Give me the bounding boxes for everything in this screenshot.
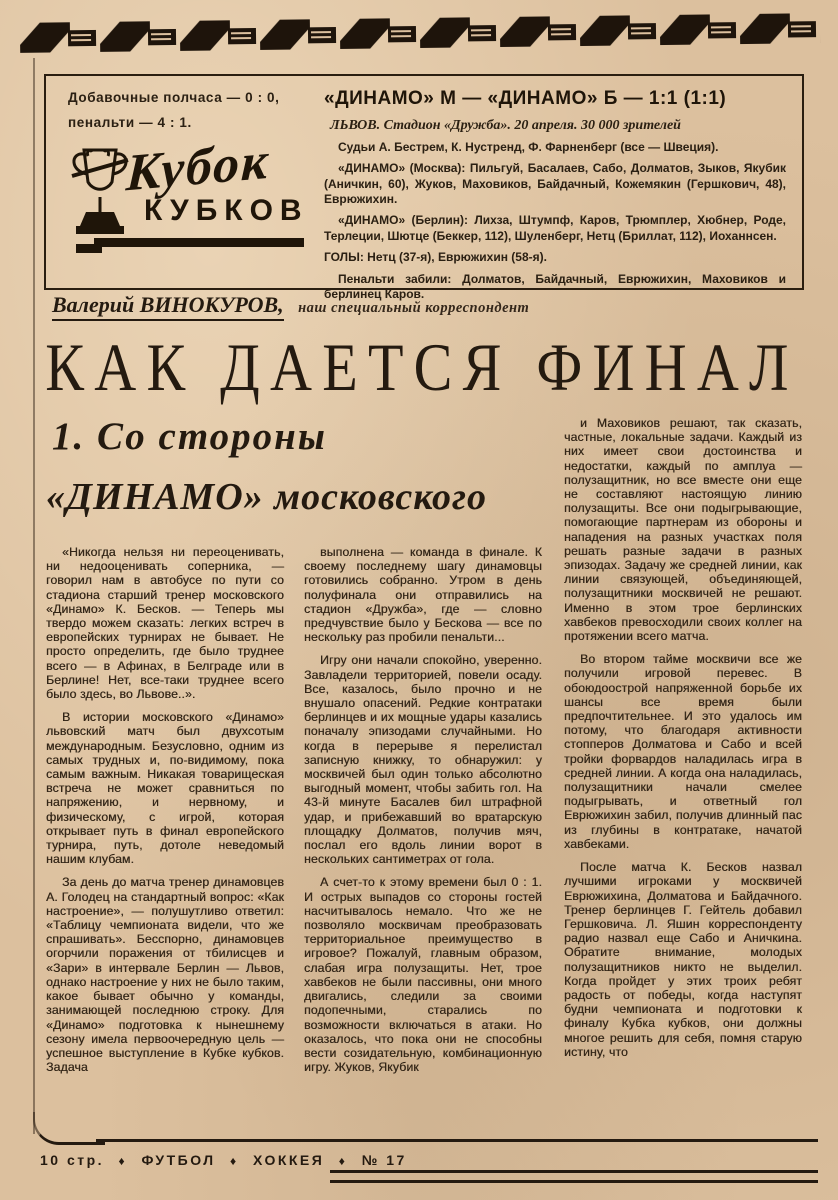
paragraph: Игру они начали спокойно, уверенно. Завладели территорией, повели осаду. Все, казалось, было прочно и не внушало опасений. Редкие контратаки берлинцев и их мощные удары казались поначалу эпизодами случайными. Но когда в перерыве я перелистал записную книжку, то обнаружил: у москвичей был один только абсолютно выгодный момент, чтобы забить гол. На 43-й минуте Басалев бил штрафной удар, и прибежавший во вратарскую площадку Долматов, получив мяч, послал его вдоль линии ворот в нескольких сантиметрах от гола. [304, 653, 542, 867]
bottom-double-rule [330, 1170, 818, 1183]
logo-caps-text: КУБКОВ [144, 194, 309, 227]
footer-page-number: 10 стр. [40, 1152, 105, 1168]
paragraph: За день до матча тренер динамовцев А. Голодец на стандартный вопрос: «Как настроение», — полушутливо ответил: «Таблицу чемпионата видели, что же спрашивать». Бесспорно, динамовцев огорчили поражения от тбилисцев и «Зари» в интервале Берлин — Львов, однако настроение у них не было таким, какое бывает обычно у команды, занимающей последнюю строку. Для «Динамо» подготовка к нынешнему сезону имела первоочередную цель — успешное выступление в Кубке кубков. Задача [46, 875, 284, 1075]
page-footer [40, 1152, 818, 1168]
goals-line: ГОЛЫ: Нетц (37-я), Еврюжихин (58-я). [324, 250, 547, 265]
byline [52, 292, 529, 318]
diamond-separator-icon: ♦ [229, 1154, 239, 1168]
columns-one-two [46, 545, 542, 1083]
lineup-berlin: «ДИНАМО» (Берлин): Лихза, Штумпф, Каров, Трюмплер, Хюбнер, Роде, Терлеции, Шютце (Беккер, 112), Шуленберг, Нетц (Бриллат, 112), Иоханнсен. [324, 213, 786, 243]
logo-underline-notch [76, 244, 102, 253]
extra-time-line: Добавочные полчаса — 0 : 0, [68, 90, 280, 105]
match-title: «ДИНАМО» М — «ДИНАМО» Б — 1:1 (1:1) [324, 88, 727, 109]
paragraph: А счет-то к этому времени был 0 : 1. И острых выпадов со стороны гостей насчитывалось немало. Что же не позволяло москвичам преобразовать территориальное преимущество в игровое? Пожалуй, главным образом, слабая игра полузащиты. Нет, трое хавбеков не были пассивны, они много двигались, следили за своими подопечными, старались по возможности включаться в атаки. Но оказалось, что пока они не способны вести созидательную, комбинационную игру. Жуков, Якубик [304, 875, 542, 1075]
match-venue-line: ЛЬВОВ. Стадион «Дружба». 20 апреля. 30 000 зрителей [330, 118, 681, 133]
footer-issue-number: № 17 [361, 1152, 407, 1168]
decorative-zigzag-border [18, 5, 821, 61]
page-left-rule [33, 58, 35, 1134]
byline-role: наш специальный корреспондент [298, 300, 530, 316]
score-and-logo-panel [46, 76, 314, 288]
text-column-3 [564, 412, 802, 1083]
bottom-left-corner-rule [33, 1112, 105, 1145]
logo-underline-bar [94, 238, 304, 247]
paragraph: Во втором тайме москвичи все же получили игровой перевес. В обоюдоострой напряженной борьбе их шансы все время были предпочтительнее. И это удалось им потому, что благодаря активности стопперов Долматова и Сабо и всей тройки форвардов наладилась игра в средней линии. А когда она наладилась, полузащитники начали смелее подыгрывать, и ответный гол Еврюжихин забил, получив длинный пас из глубины в контратаке, начатой хавбеками. [564, 652, 802, 851]
diamond-separator-icon: ♦ [118, 1154, 128, 1168]
referees-line: Судьи А. Бестрем, К. Нустренд, Ф. Фарненберг (все — Швеция). [338, 140, 719, 154]
byline-author: Валерий ВИНОКУРОВ, [52, 292, 284, 321]
footer-title-hockey: ХОККЕЯ [252, 1152, 325, 1168]
article-left-block [46, 412, 542, 1083]
lineup-moscow: «ДИНАМО» (Москва): Пильгуй, Басалаев, Сабо, Долматов, Зыков, Якубик (Аничкин, 60), Жуков, Маховиков, Байдачный, Кожемякин (Гершкович, 48), Еврюжихин. [324, 161, 786, 207]
penalty-shootout-line: пенальти — 4 : 1. [68, 115, 192, 130]
penalty-scorers-line: Пенальти забили: Долматов, Байдачный, Еврюжихин, Маховиков и берлинец Каров. [324, 271, 786, 301]
subhead-line1: 1. Со стороны [52, 415, 327, 458]
match-info-box [44, 74, 804, 301]
main-headline: КАК ДАЕТСЯ ФИНАЛ [45, 331, 799, 406]
footer-title-football: ФУТБОЛ [141, 1152, 216, 1168]
logo-script-text: Кубок [124, 132, 271, 203]
paragraph: После матча К. Бесков назвал лучшими игроками у москвичей Еврюжихина, Долматова и Байдачного. Тренер берлинцев Г. Гейтель добавил Гершковича. Л. Яшин корреспонденту радио назвал еще Сабо и Аничкина. Обратите внимание, молодых полузащитников никто не выделил. Когда пройдет у этих троих ребят радость от победы, когда наступят будни чемпионата и подготовки к финалу Кубка кубков, они должны многое решить для себя, помня старую истину, что [564, 860, 802, 1059]
match-report-panel [314, 76, 802, 301]
paragraph: «Никогда нельзя ни переоценивать, ни недооценивать соперника, — говорил нам в автобусе по пути со стадиона старший тренер московского «Динамо» К. Бесков. — Теперь мы твердо можем сказать: легких встреч в европейских турнирах не бывает. Не просто определить, где было труднее всего — в Афинах, в Белграде или в Берлине! Нет, все-таки труднее всего было здесь, во Львове..». [46, 545, 284, 702]
bottom-rule [96, 1139, 818, 1142]
paragraph: В истории московского «Динамо» львовский матч был двухсотым международным. Безусловно, одним из самых трудных и, по-видимому, пока самым важным. Никакая товарищеская встреча не может сравниться по напряжению, и нервному, и физическому, с игрой, которая открывает путь в финал европейского турнира, путь, дотоле неведомый нашим клубам. [46, 710, 284, 867]
diamond-separator-icon: ♦ [338, 1154, 348, 1168]
cup-winners-cup-logo [68, 132, 309, 272]
paragraph: выполнена — команда в финале. К своему последнему шагу динамовцы готовились собранно. Утром в день полуфинала они отправились на стадион «Дружба», где — словно предчувствие было у Бескова — все по нескольку раз пробили пенальти... [304, 545, 542, 645]
footer-text [40, 1152, 407, 1168]
article-subhead [46, 414, 542, 519]
paragraph: и Маховиков решают, так сказать, частные, локальные задачи. Каждый из них имеет свои достоинства и недостатки, каждый по амплуа — полузащитник, но все вместе они еще не составляют настоящую линию полузащиты. Все они подыгрывающие, помогающие партнерам из обороны и нападения на разных участках поля решать разные задачи в разных эпизодах. Задачу же средней линии, как линии связующей, объединяющей, полузащитники москвичей не решают. Именно в этом трое берлинских хавбеков превосходили своих коллег на протяжении всего матча. [564, 416, 802, 644]
article-body [46, 412, 802, 1083]
subhead-line2: «ДИНАМО» московского [46, 476, 488, 518]
text-column-1 [46, 545, 284, 1083]
text-column-2 [304, 545, 542, 1083]
